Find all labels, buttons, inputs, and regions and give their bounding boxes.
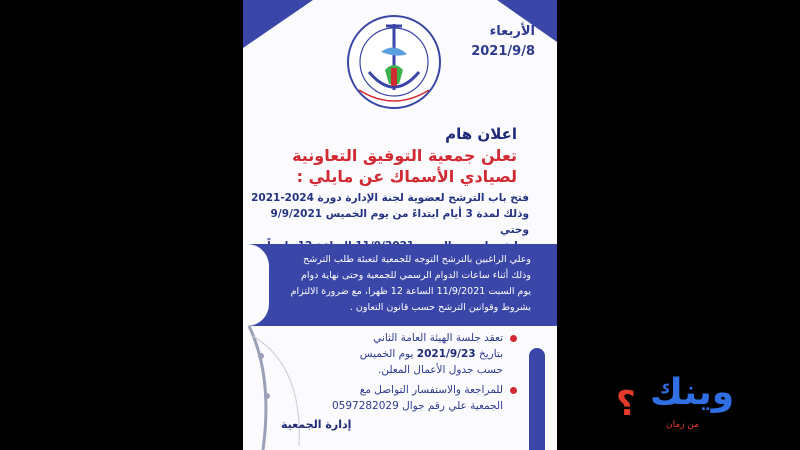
bullet-list bbox=[287, 330, 517, 418]
bullet-line: للمراجعة والاستفسار التواصل مع bbox=[359, 384, 503, 396]
signature: إدارة الجمعية bbox=[281, 418, 352, 431]
info-band-text bbox=[261, 252, 531, 316]
side-decoration-bar bbox=[529, 348, 545, 450]
watermark-question-icon: ؟ bbox=[616, 384, 636, 424]
list-item bbox=[287, 330, 517, 378]
paragraph-line: فتح باب الترشح لعضوية لجنة الإدارة دورة 2024-2021 bbox=[251, 192, 529, 204]
band-line: بشروط وقوانين الترشح حسب قانون التعاون . bbox=[349, 302, 531, 313]
paragraph-line: وذلك لمدة 3 أيام ابتداءً من يوم الخميس 9/9/2021 وحتي bbox=[270, 208, 529, 236]
watermark-brand: وينك bbox=[650, 372, 735, 413]
date-label: 2021/9/8 bbox=[471, 44, 535, 59]
band-line: وذلك أثناء ساعات الدوام الرسمي للجمعية وحتى نهاية دوام bbox=[301, 270, 531, 281]
bullet-line: تعقد جلسة الهيئة العامة الثاني bbox=[373, 332, 503, 344]
band-line: يوم السبت 11/9/2021 الساعة 12 ظهرا، مع ضرورة الالتزام bbox=[290, 286, 531, 297]
announcement-poster bbox=[243, 0, 557, 450]
bullet-line bbox=[287, 346, 503, 362]
meeting-date: 2021/9/23 bbox=[416, 348, 476, 360]
bullet-dot-icon bbox=[510, 387, 517, 394]
cooperative-logo bbox=[339, 12, 449, 112]
day-label: الأربعاء bbox=[489, 24, 535, 39]
announcement-heading: اعلان هام bbox=[445, 125, 517, 143]
band-line: وعلي الراغبين بالترشح التوجه للجمعية لتعبئة طلب الترشح bbox=[303, 254, 531, 265]
bullet-dot-icon bbox=[510, 335, 517, 342]
announcement-subtitle-1: تعلن جمعية التوفيق التعاونية bbox=[292, 146, 517, 165]
bullet-text: يوم الخميس bbox=[359, 348, 414, 360]
corner-decoration-left bbox=[243, 0, 313, 48]
bullet-line: الجمعية علي رقم جوال 0597282029 bbox=[331, 400, 503, 412]
list-item bbox=[287, 382, 517, 414]
bullet-text: بتاريخ bbox=[478, 348, 503, 360]
bullet-line: حسب جدول الأعمال المعلن. bbox=[377, 364, 503, 376]
announcement-subtitle-2: لصيادي الأسماك عن مايلي : bbox=[296, 167, 517, 186]
watermark-tagline: من زمان bbox=[666, 420, 700, 430]
